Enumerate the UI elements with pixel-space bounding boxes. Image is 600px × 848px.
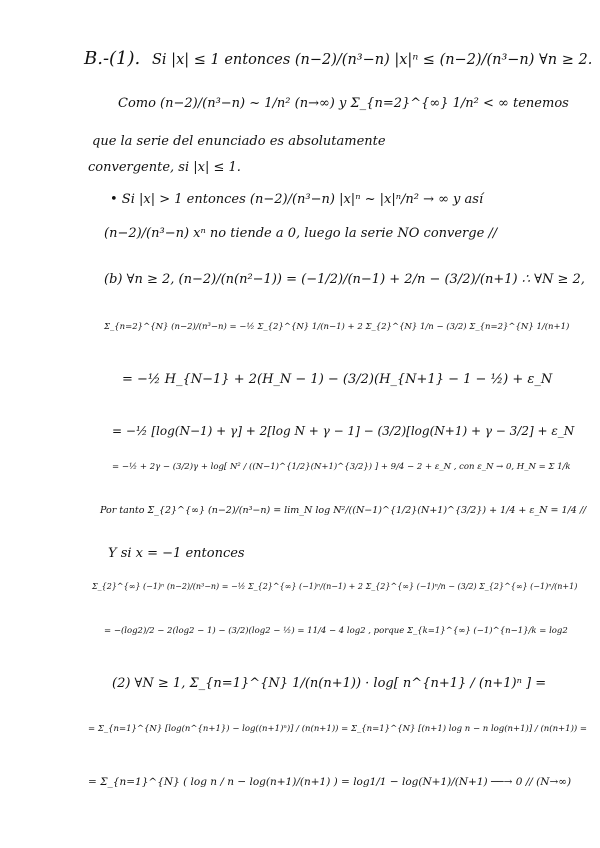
part1-line4: • Si |x| > 1 entonces (n−2)/(n³−n) |x|ⁿ ~ |x|ⁿ/n² → ∞ y así	[110, 192, 484, 207]
part4-line3: = Σ_{n=1}^{N} ( log n / n − log(n+1)/(n+1) ) = log1/1 − log(N+1)/(N+1) ──→ 0 // (N→∞)	[88, 776, 572, 788]
part2-line5: = −½ + 2γ − (3/2)γ + log[ N² / ((N−1)^{1/2}(N+1)^{3/2}) ] + 9/4 − 2 + ε_N , con ε_N → 0, H_N = Σ 1/k	[112, 462, 571, 472]
part1-line1: Como (n−2)/(n³−n) ~ 1/n² (n→∞) y Σ_{n=2}^{∞} 1/n² < ∞ tenemos	[118, 96, 569, 111]
part3-line2: Σ_{2}^{∞} (−1)ⁿ (n−2)/(n³−n) = −½ Σ_{2}^{∞} (−1)ⁿ/(n−1) + 2 Σ_{2}^{∞} (−1)ⁿ/n − (3/2) Σ_{2}^{∞} (−1)ⁿ/(n+1)	[92, 582, 578, 591]
part2-line4: = −½ [log(N−1) + γ] + 2[log N + γ − 1] − (3/2)[log(N+1) + γ − 3/2] + ε_N	[112, 424, 575, 438]
part2-line3: = −½ H_{N−1} + 2(H_N − 1) − (3/2)(H_{N+1} − 1 − ½) + ε_N	[122, 372, 553, 387]
part3-line3: = −(log2)/2 − 2(log2 − 1) − (3/2)(log2 − ½) = 11/4 − 4 log2 , porque Σ_{k=1}^{∞} (−1)^{n−1}/k = log2	[104, 626, 568, 636]
header-statement: Si |x| ≤ 1 entonces (n−2)/(n³−n) |x|ⁿ ≤ (n−2)/(n³−n) ∀n ≥ 2.	[152, 52, 593, 68]
part1-line5: (n−2)/(n³−n) xⁿ no tiende a 0, luego la serie NO converge //	[104, 226, 498, 241]
part4-line2: = Σ_{n=1}^{N} [log(n^{n+1}) − log((n+1)ⁿ)] / (n(n+1)) = Σ_{n=1}^{N} [(n+1) log n − n log(n+1)] / (n(n+1)) =	[88, 724, 588, 734]
part3-line1: Y si x = −1 entonces	[108, 546, 245, 561]
part2-line6: Por tanto Σ_{2}^{∞} (n−2)/(n³−n) = lim_N log N²/((N−1)^{1/2}(N+1)^{3/2}) + 1/4 + ε_N = 1/4 //	[100, 505, 587, 516]
section-label: B.-(1).	[84, 48, 141, 69]
part1-line3: convergente, si |x| ≤ 1.	[88, 160, 241, 175]
part2-line1: (b) ∀n ≥ 2, (n−2)/(n(n²−1)) = (−1/2)/(n−1) + 2/n − (3/2)/(n+1) ∴ ∀N ≥ 2,	[104, 272, 585, 287]
part4-line1: (2) ∀N ≥ 1, Σ_{n=1}^{N} 1/(n(n+1)) · log[ n^{n+1} / (n+1)ⁿ ] =	[112, 676, 547, 691]
part1-line2: que la serie del enunciado es absolutamente	[92, 134, 386, 149]
part2-line2: Σ_{n=2}^{N} (n−2)/(n³−n) = −½ Σ_{2}^{N} 1/(n−1) + 2 Σ_{2}^{N} 1/n − (3/2) Σ_{n=2}^{N} 1/(n+1)	[104, 322, 570, 332]
